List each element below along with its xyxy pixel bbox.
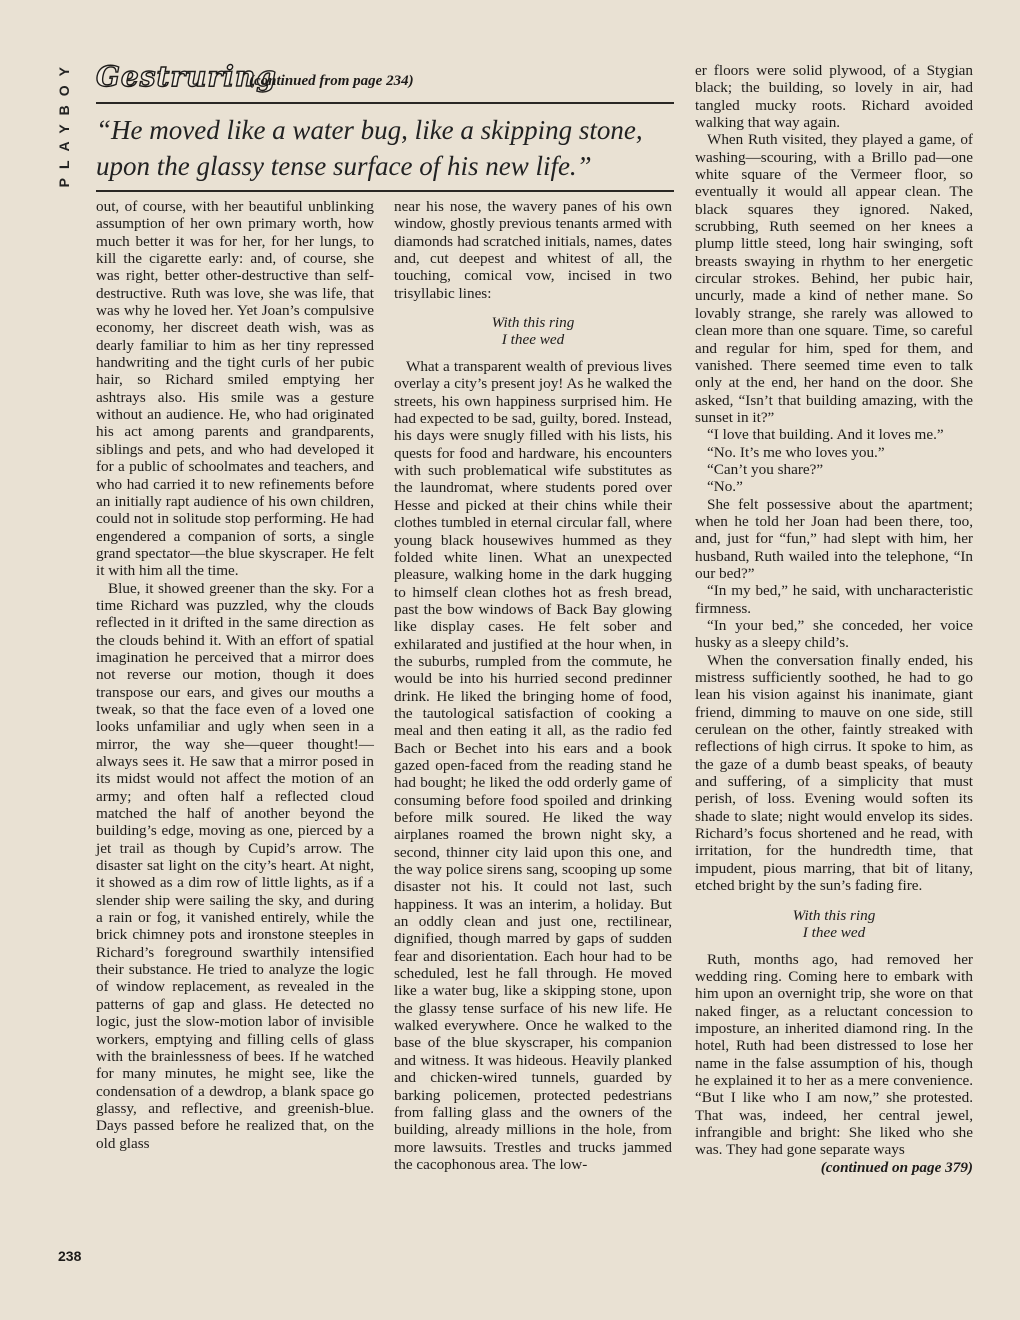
verse-line: With this ring [491,314,575,332]
paragraph: near his nose, the wavery panes of his own window, ghostly previous tenants armed with diamonds had scratched initials, names, dates and, cut deepest and whitest of all, the touching, comical vow, incised in two trisyllabic lines: [394,198,672,302]
paragraph: Ruth, months ago, had removed her wedding ring. Coming here to embark with him upon an overnight trip, she wore on that naked finger, as a reluctant concession to imposture, an inherited diamond ring. In the hotel, Ruth had been distressed to lose her name in the false assumption of his, though he explained it to her as a mere convenience. “But I like who I am now,” she protested. That was, indeed, her central jewel, infrangible and bright: She liked who she was. They had gone separate ways [695,950,973,1159]
paragraph: “In my bed,” he said, with uncharacteristic firmness. [695,582,973,617]
paragraph: “Can’t you share?” [707,460,824,478]
verse-inscription [394,314,672,348]
section-header [96,60,674,104]
paragraph: She felt possessive about the apartment; when he told her Joan had been there, too, and, just for “fun,” had slept with him, her husband, Ruth wailed into the telephone, “In our bed?” [695,495,973,582]
verse-inscription [695,907,973,941]
magazine-name: PLAYBOY [56,58,72,188]
text-column-3 [695,62,973,1176]
paragraph: out, of course, with her beautiful unblinking assumption of her own primary worth, how much better it was for her, for her lungs, to kill the cigarette early: and, of course, she was right, better other-destructive than self-destructive. Ruth was love, she was life, that was why he loved her. Yet Joan’s compulsive economy, her discreet death wish, was as dearly familiar to him as her tiny repressed handwriting and the tight curls of her pubic hair, so Richard smiled emptying her ashtrays also. His smile was a gesture without an audience. He, who had originated his act among parents and grandparents, siblings and pets, and who had developed it for a public of schoolmates and teachers, and who had carried it to new refinements before an initially rapt audience of his own children, could not in solitude stop performing. He had engendered a companion of sorts, a single grand spectator—the blue skyscraper. He felt it with him all the time. [96,198,374,580]
continued-from-note: (continued from page 234) [249,73,414,89]
text-column-1 [96,198,374,1152]
text-column-2 [394,198,672,1173]
page-number: 238 [58,1248,82,1264]
section-logo: Gestruring [96,60,277,93]
pull-quote-rule [96,190,674,192]
paragraph: er floors were solid plywood, of a Stygian black; the building, so lovely in air, had tangled mucky roots. Richard avoided walking that way again. [695,62,973,132]
verse-line: I thee wed [501,331,565,349]
pull-quote: “He moved like a water bug, like a skipping stone, upon the glassy tense surface of his new life.” [96,115,643,181]
verse-line: With this ring [792,906,876,924]
verse-line: I thee wed [802,923,866,941]
paragraph: “I love that building. And it loves me.” [707,426,944,444]
paragraph: Blue, it showed greener than the sky. For a time Richard was puzzled, why the clouds reflected in it drifted in the same direction as the clouds behind it. With an effort of spatial imagination he perceived that a mirror does not reverse our motion, though it does transpose our ears, and gives our mouths a tweak, so that the face even of a loved one looks unfamiliar and ugly when seen in a mirror, the way she—queer thought!—always sees it. He saw that a mirror posed in its midst would not affect the motion of an army; and often half a reflected cloud matched the half of another beyond the building’s edge, moving as one, pierced by a jet trail as though by Cupid’s arrow. The disaster sat light on the city’s heart. At night, it showed as a dim row of little lights, as if a slender ship were sailing the sky, and during a rain or fog, it vanished entirely, while the brick chimney pots and ironstone steeples in Richard’s foreground swarthily intensified their substance. He tried to analyze the logic of window replacement, as revealed in the patterns of gap and glass. He detected no logic, just the slow-motion labor of invisible workers, emptying and filling cells of glass with the brainlessness of bees. If he watched for many minutes, he might see, like the condensation of a dewdrop, a blank space go glassy, and reflective, and greenish-blue. Days passed before he realized that, on the old glass [96,579,374,1152]
paragraph: What a transparent wealth of previous lives overlay a city’s present joy! As he walked the streets, his own happiness surprised him. He had expected to be sad, guilty, bored. Instead, his days were snugly filled with his lists, his quests for food and hardware, his encounters with such problematical wife substitutes as the laundromat, where students pored over Hesse and picked at their chins while their clothes tumbled in eternal circular fall, where young black housewives hummed as they folded white linen. What an unexpected pleasure, walking home in the dark hugging to himself clean clothes hot as fresh bread, past the bow windows of Back Bay glowing like display cases. He felt sober and exhilarated and justified at the hour when, in the suburbs, rumpled from the commute, he would be into his hurried second predinner drink. He liked the bringing home of food, the tautological satisfaction of cooking a meal and then eating it all, as the radio fed Bach or Bechet into his ears and a book gazed open-faced from the reading stand he had bought; he liked the odd orderly game of consuming before food spoiled and drinking before milk soured. He liked the way airplanes roamed the brown night sky, a second, thinner city laid upon this one, and the way police sirens sang, scooping up some disaster not his. It could not last, such happiness. It was an interim, a holiday. But an oddly clean and just one, rectilinear, dignified, though marred by gaps of sudden fear and disorientation. Each hour had to be scheduled, lest he fall through. He moved like a water bug, like a skipping stone, upon the glassy tense surface of his new life. He walked everywhere. Once he walked to the base of the blue skyscraper, his companion and witness. It was hideous. Heavily planked and chicken-wired tunnels, guarded by barking policemen, protected pedestrians from falling glass and the owners of the building, already millions in the hole, from more lawsuits. Trestles and trucks jammed the cacophonous area. The low- [394,358,672,1173]
paragraph: “In your bed,” she conceded, her voice husky as a sleepy child’s. [695,617,973,652]
paragraph: When the conversation finally ended, his mistress sufficiently soothed, he had to go lean his vision against his inanimate, giant friend, dimming to mauve on one side, still cerulean on the other, faintly streaked with reflections of high cirrus. It spoke to him, as the gaze of a dumb beast speaks, of beauty and suffering, of a simplicity that must perish, of loss. Evening would soften its shade to slate; night would envelop its sides. Richard’s focus shortened and he read, with irritation, for the hundredth time, that impudent, pious marring, that bit of litany, etched bright by the sun’s fading fire. [695,651,973,895]
continued-on-note: (continued on page 379) [820,1158,973,1176]
paragraph: “No.” [707,478,743,496]
paragraph: “No. It’s me who loves you.” [707,443,885,461]
paragraph: When Ruth visited, they played a game, of washing—scouring, with a Brillo pad—one white square of the Vermeer floor, so eventually it would all appear clean. The black squares they ignored. Naked, scrubbing, Ruth seemed on her knees a plump little steed, long hair swinging, soft breasts swaying in rhythm to her energetic circular strokes. Behind, her pubic hair, uncurly, made a kind of nether mane. So lovably strange, she rarely was allowed to clean more than one square. Time, so careful and regular for him, sped for them, and vanished. There seemed time even to talk only at the end, her hand on the door. She asked, “Isn’t that building amazing, with the sunset in it?” [695,131,973,426]
